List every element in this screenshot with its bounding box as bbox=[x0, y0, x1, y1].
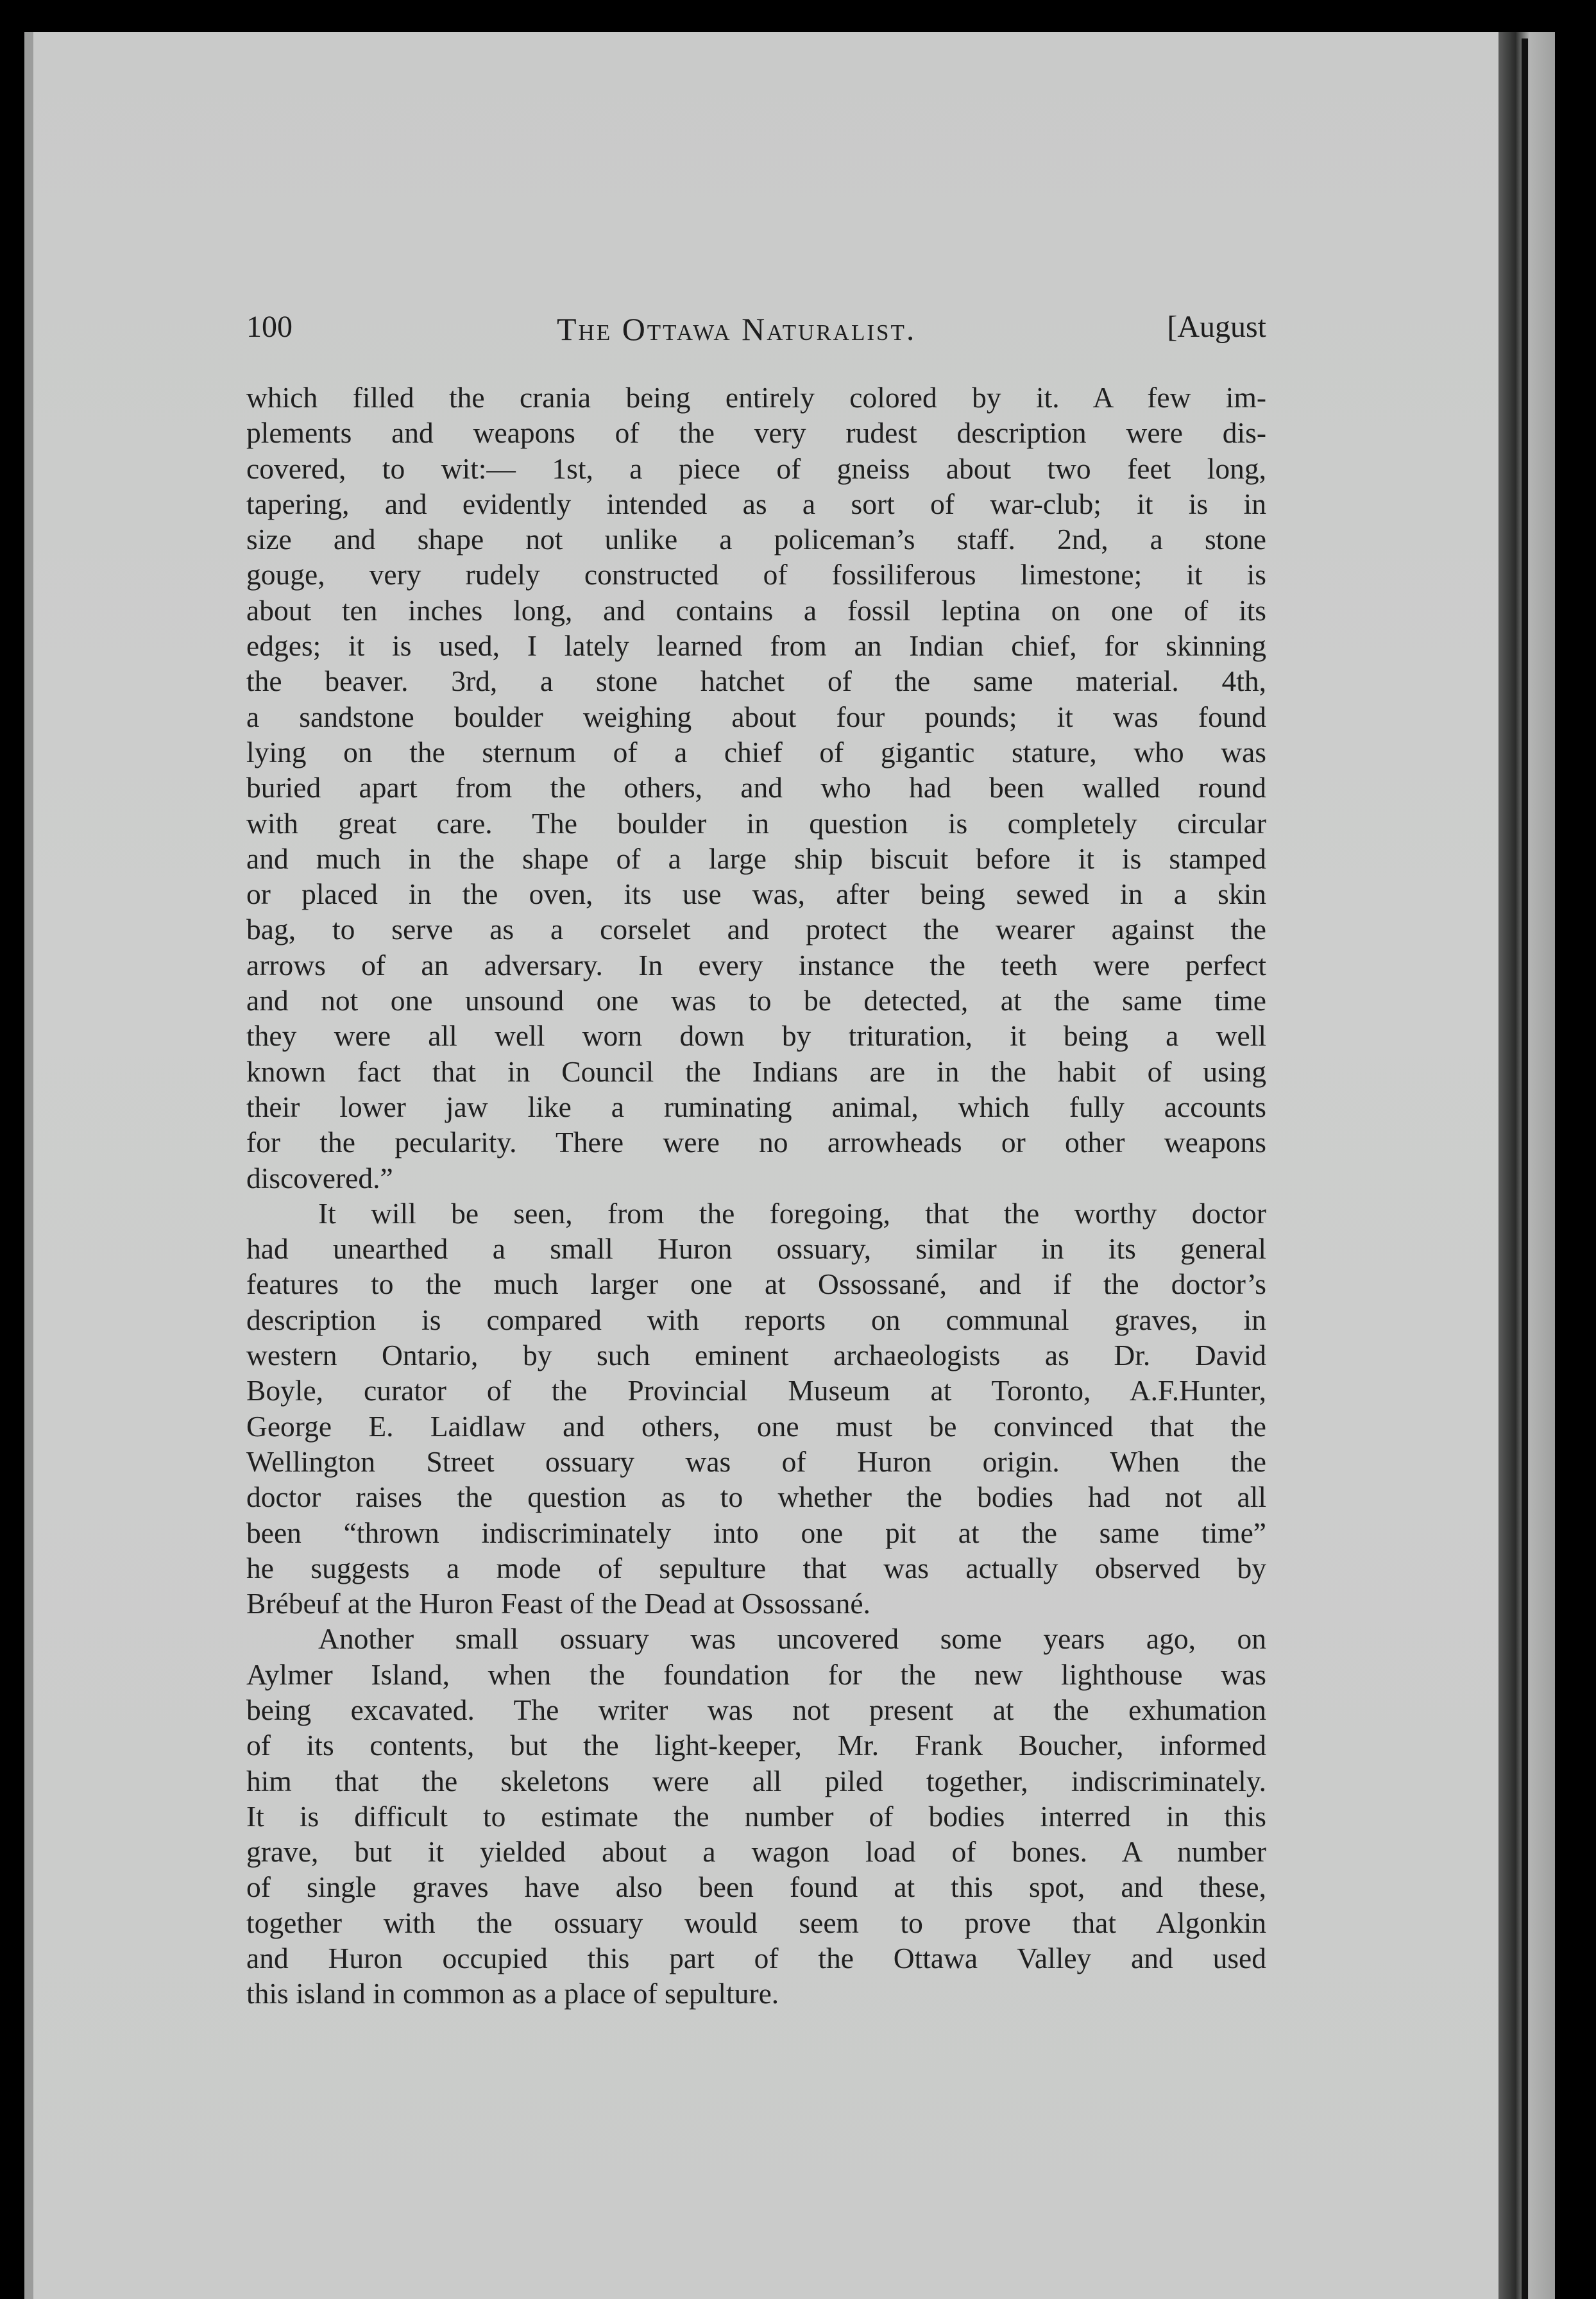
text-line: arrows of an adversary. In every instance the teeth were perfect bbox=[246, 948, 1266, 981]
text-line: of single graves have also been found at this spot, and these, bbox=[246, 1871, 1266, 1904]
text-line: with great care. The boulder in question is completely circular bbox=[246, 806, 1266, 840]
text-line: had unearthed a small Huron ossuary, similar in its general bbox=[246, 1232, 1266, 1266]
journal-title: The Ottawa Naturalist. bbox=[557, 311, 917, 347]
text-line: for the pecularity. There were no arrowheads or other weapons bbox=[246, 1126, 1266, 1159]
text-line: together with the ossuary would seem to prove that Algonkin bbox=[246, 1906, 1266, 1939]
paragraph-start-line: Another small ossuary was uncovered some years ago, on bbox=[318, 1622, 1266, 1656]
text-line: and Huron occupied this part of the Ottawa Valley and used bbox=[246, 1942, 1266, 1975]
text-line: they were all well worn down by trituration, it being a well bbox=[246, 1019, 1266, 1053]
text-line: western Ontario, by such eminent archaeologists as Dr. David bbox=[246, 1339, 1266, 1372]
text-line: Aylmer Island, when the foundation for the new lighthouse was bbox=[246, 1658, 1266, 1691]
text-line: or placed in the oven, its use was, after being sewed in a skin bbox=[246, 878, 1266, 911]
text-line: covered, to wit:— 1st, a piece of gneiss about two feet long, bbox=[246, 452, 1266, 485]
text-line: Wellington Street ossuary was of Huron origin. When the bbox=[246, 1445, 1266, 1478]
text-line: him that the skeletons were all piled together, indiscriminately. bbox=[246, 1764, 1266, 1797]
running-header bbox=[246, 309, 1266, 354]
text-line: edges; it is used, I lately learned from an Indian chief, for skinning bbox=[246, 629, 1266, 663]
binding-gutter bbox=[1522, 38, 1528, 2299]
text-line: being excavated. The writer was not present at the exhumation bbox=[246, 1693, 1266, 1726]
text-line: their lower jaw like a ruminating animal, which fully accounts bbox=[246, 1090, 1266, 1123]
text-line: a sandstone boulder weighing about four pounds; it was found bbox=[246, 700, 1266, 733]
text-line: features to the much larger one at Ossossané, and if the doctor’s bbox=[246, 1268, 1266, 1301]
text-line: George E. Laidlaw and others, one must be convinced that the bbox=[246, 1409, 1266, 1443]
article-body bbox=[246, 380, 1266, 2012]
text-line: known fact that in Council the Indians are in the habit of using bbox=[246, 1055, 1266, 1088]
text-line: the beaver. 3rd, a stone hatchet of the same material. 4th, bbox=[246, 665, 1266, 698]
paragraph-start-line: It will be seen, from the foregoing, that the worthy doctor bbox=[318, 1196, 1266, 1230]
text-line: bag, to serve as a corselet and protect the wearer against the bbox=[246, 913, 1266, 946]
text-line: It is difficult to estimate the number of bodies interred in this bbox=[246, 1799, 1266, 1833]
page-number: 100 bbox=[246, 310, 293, 344]
text-line: buried apart from the others, and who had been walled round bbox=[246, 771, 1266, 804]
text-line: description is compared with reports on communal graves, in bbox=[246, 1303, 1266, 1336]
text-line: gouge, very rudely constructed of fossiliferous limestone; it is bbox=[246, 558, 1266, 591]
text-line: which filled the crania being entirely colored by it. A few im- bbox=[246, 381, 1266, 414]
text-line: Boyle, curator of the Provincial Museum at Toronto, A.F.Hunter, bbox=[246, 1374, 1266, 1407]
text-line: plements and weapons of the very rudest description were dis- bbox=[246, 416, 1266, 450]
text-line: tapering, and evidently intended as a sort of war-club; it is in bbox=[246, 487, 1266, 520]
paragraph-end-line: Brébeuf at the Huron Feast of the Dead at Ossossané. bbox=[246, 1587, 870, 1620]
text-line: lying on the sternum of a chief of gigantic stature, who was bbox=[246, 735, 1266, 768]
text-line: and not one unsound one was to be detected, at the same time bbox=[246, 984, 1266, 1017]
text-line: of its contents, but the light-keeper, Mr. Frank Boucher, informed bbox=[246, 1729, 1266, 1762]
page-left-edge bbox=[24, 32, 33, 2299]
issue-month: [August bbox=[1167, 310, 1266, 344]
text-line: grave, but it yielded about a wagon load of bones. A number bbox=[246, 1835, 1266, 1869]
text-line: about ten inches long, and contains a fossil leptina on one of its bbox=[246, 593, 1266, 627]
text-line: he suggests a mode of sepulture that was actually observed by bbox=[246, 1551, 1266, 1584]
paragraph-end-line: discovered.” bbox=[246, 1161, 393, 1194]
text-line: been “thrown indiscriminately into one pit at the same time” bbox=[246, 1516, 1266, 1549]
text-line: and much in the shape of a large ship biscuit before it is stamped bbox=[246, 842, 1266, 875]
text-line: size and shape not unlike a policeman’s staff. 2nd, a stone bbox=[246, 523, 1266, 556]
text-line: doctor raises the question as to whether the bodies had not all bbox=[246, 1480, 1266, 1514]
paragraph-end-line: this island in common as a place of sepulture. bbox=[246, 1977, 779, 2010]
